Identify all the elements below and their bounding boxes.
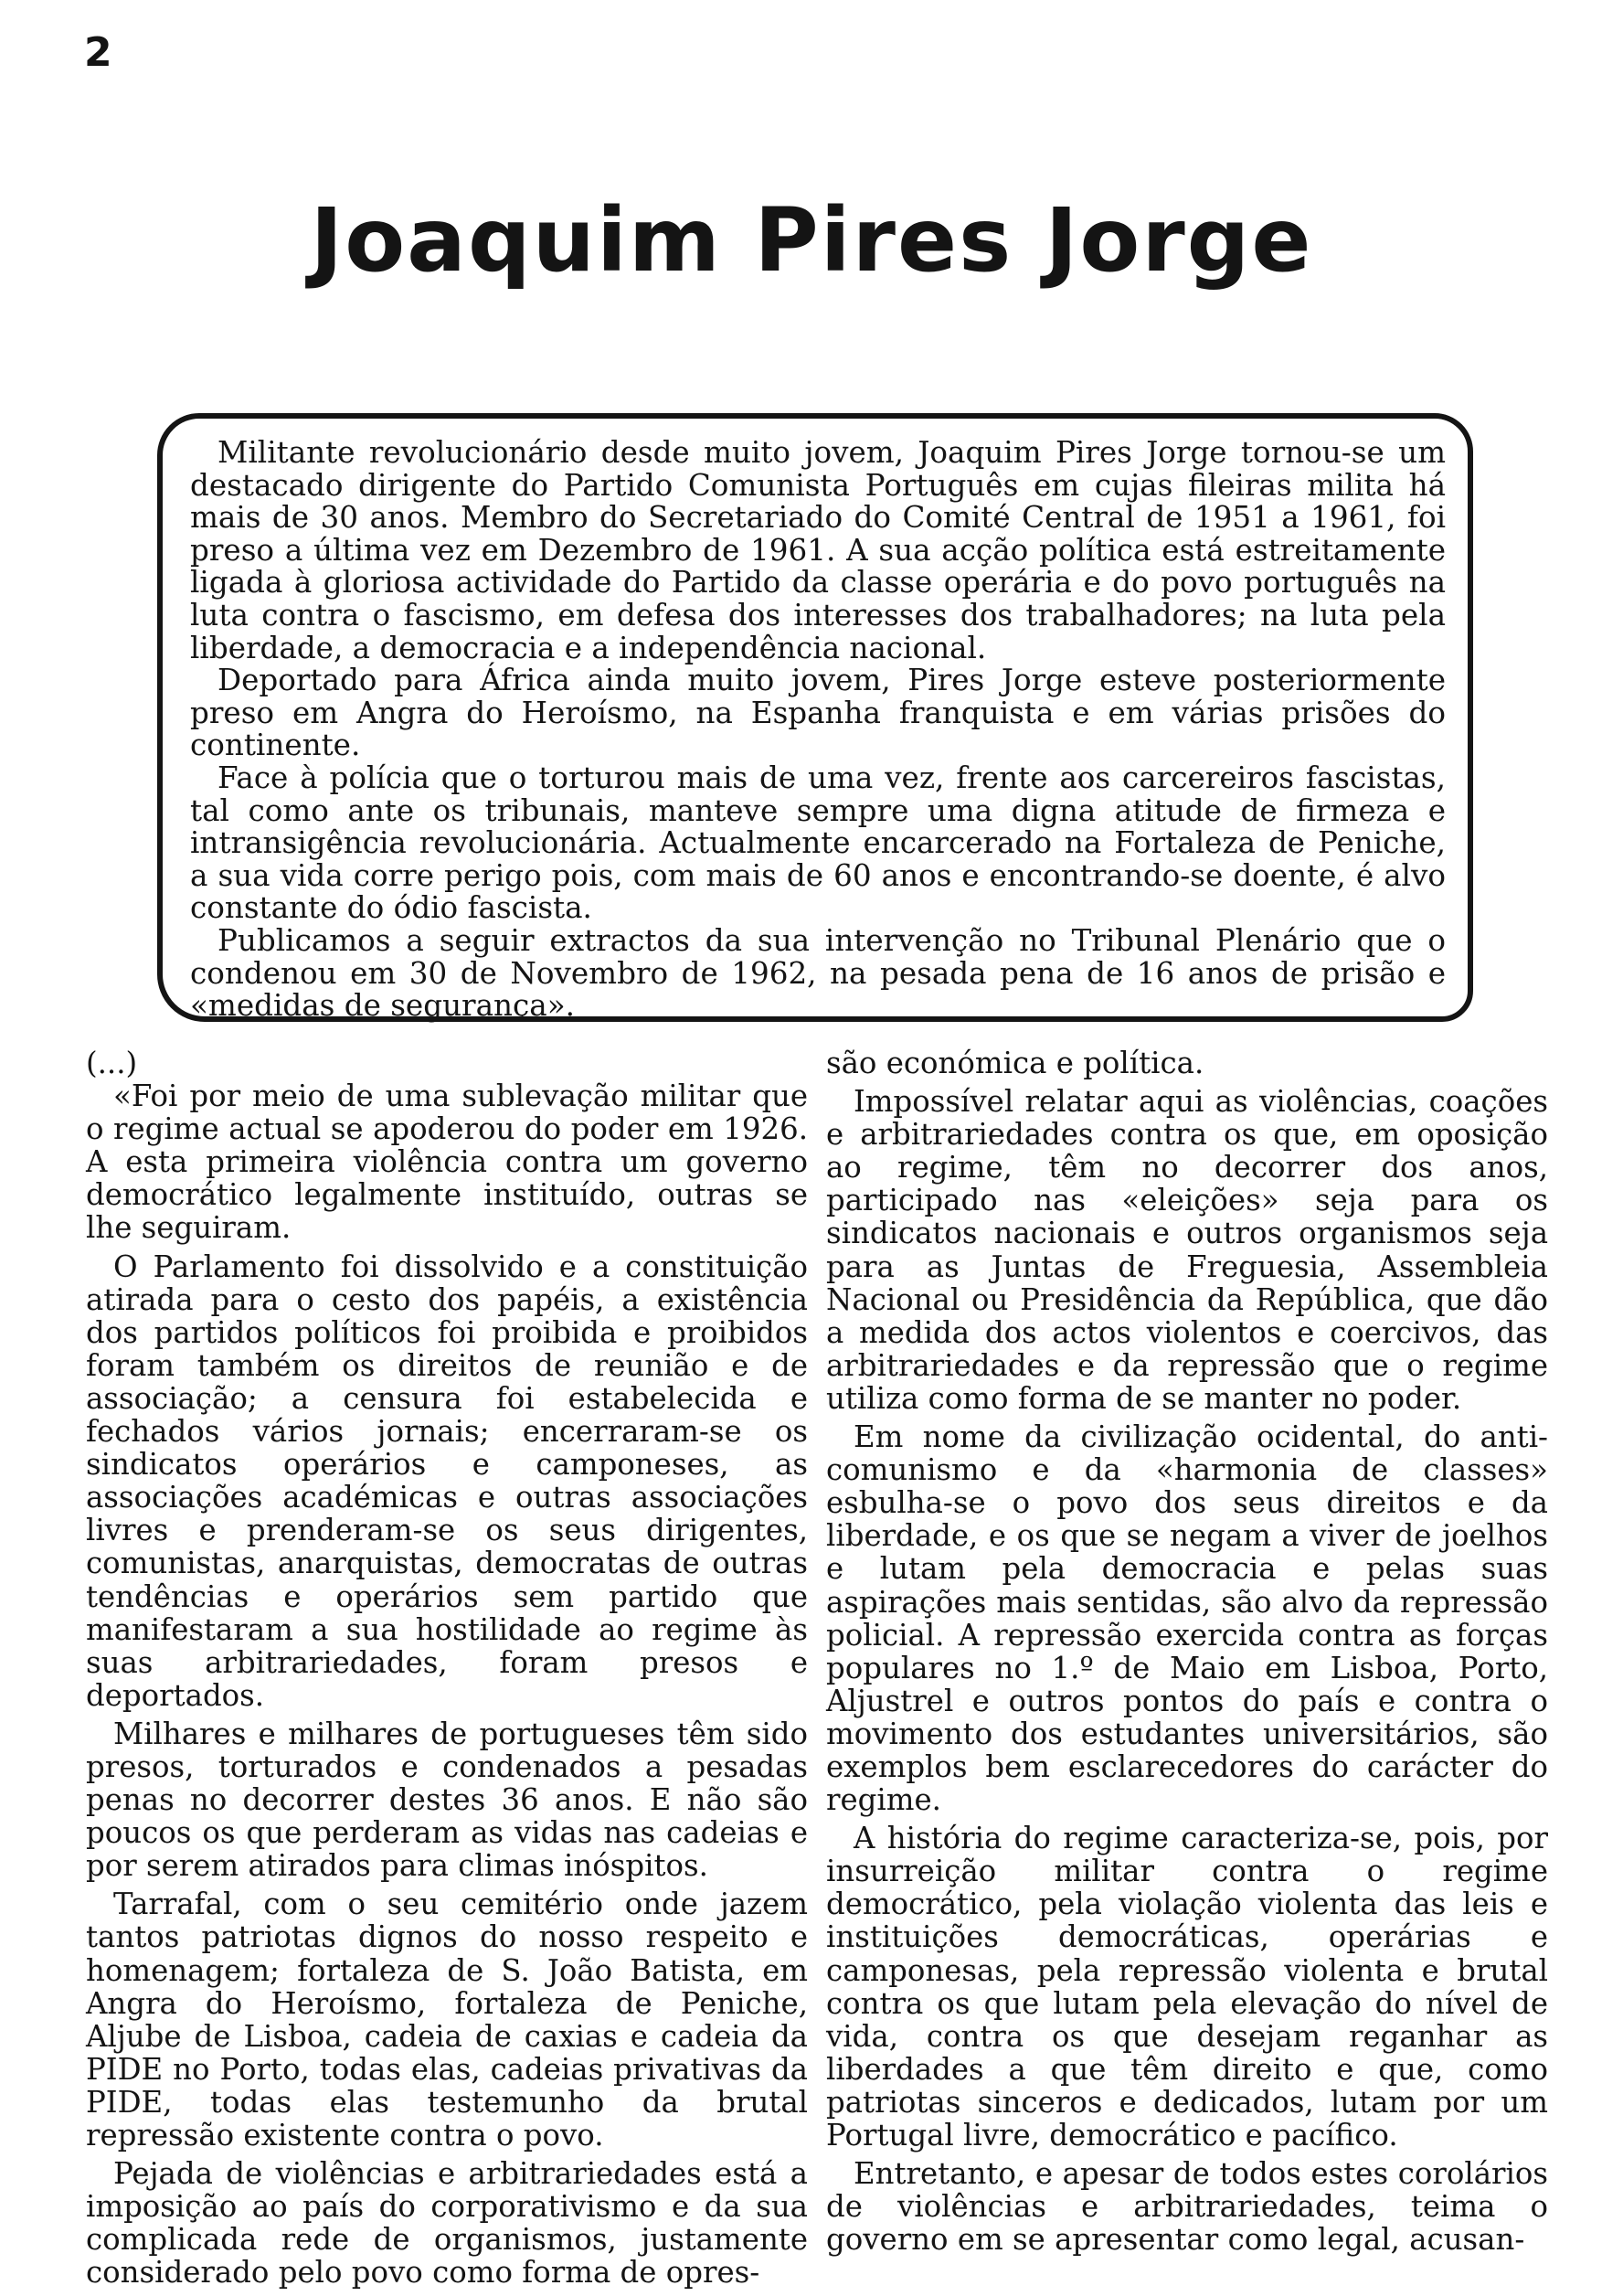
body-paragraph: Entretanto, e apesar de todos estes corolários de violências e arbitrariedades, teima o governo em se apresentar como legal, acusan- xyxy=(826,2156,1548,2258)
body-paragraph: Em nome da civilização ocidental, do anti-comunismo e da «harmonia de classes» esbulha-se o povo dos seus direitos e da liberdade, e os que se negam a viver de joelhos e lutam pela democracia e pelas suas aspirações mais sentidas, são alvo da repressão policial. A repressão exercida contra as forças populares no 1.º de Maio em Lisboa, Porto, Aljustrel e outros pontos do país e contra o movimento dos estudantes universitários, são exemplos bem esclarecedores do carácter do regime. xyxy=(826,1419,1548,1818)
intro-paragraph: Face à polícia que o torturou mais de uma vez, frente aos carcereiros fascistas, tal como ante os tribunais, manteve sempre uma digna atitude de firmeza e intransigência revolucionária. Actualmente encarcerado na Fortaleza de Peniche, a sua vida corre perigo pois, com mais de 60 anos e encontrando-se doente, é alvo constante do ódio fascista. xyxy=(190,760,1446,926)
body-paragraph: A história do regime caracteriza-se, pois, por insurreição militar contra o regime democrático, pela violação violenta das leis e instituições democráticas, operárias e camponesas, pela repressão violenta e brutal contra os que lutam pela elevação do nível de vida, contra os que desejam reganhar as liberdades a que têm direito e que, como patriotas sinceros e dedicados, lutam por um Portugal livre, democrático e pacífico. xyxy=(826,1821,1548,2152)
article-title: Joaquim Pires Jorge xyxy=(310,189,1313,292)
page-number: 2 xyxy=(84,29,112,76)
body-paragraph: são económica e política. xyxy=(826,1046,1204,1080)
body-paragraph: Impossível relatar aqui as violências, coações e arbitrariedades contra os que, em oposição ao regime, têm no decorrer dos anos, participado nas «eleições» seja para os sindicatos nacionais e outros organismos seja para as Juntas de Freguesia, Assembleia Nacional ou Presidência da República, que dão a medida dos actos violentos e coercivos, das arbitrariedades e da repressão que o regime utiliza como forma de se manter no poder. xyxy=(826,1084,1548,1416)
body-paragraph: O Parlamento foi dissolvido e a constituição atirada para o cesto dos papéis, a existência dos partidos políticos foi proibida e proibidos foram também os direitos de reunião e de associação; a censura foi estabelecida e fechados vários jornais; encerraram-se os sindicatos operários e camponeses, as associações académicas e outras associações livres e prenderam-se os seus dirigentes, comunistas, anarquistas, democratas de outras tendências e operários sem partido que manifestaram a sua hostilidade ao regime às suas arbitrariedades, foram presos e deportados. xyxy=(86,1249,808,1713)
body-paragraph: Pejada de violências e arbitrariedades está a imposição ao país do corporativismo e da sua complicada rede de organismos, justamente considerado pelo povo como forma de opres- xyxy=(86,2156,808,2291)
body-paragraph: Milhares e milhares de portugueses têm sido presos, torturados e condenados a pesadas penas no decorrer destes 36 anos. E não são poucos os que perderam as vidas nas cadeias e por serem atirados para climas inóspitos. xyxy=(86,1716,808,1884)
intro-paragraph: Deportado para África ainda muito jovem, Pires Jorge esteve posteriormente preso em Angra do Heroísmo, na Espanha franquista e em várias prisões do continente. xyxy=(190,663,1446,763)
ellipsis-marker: (...) xyxy=(86,1046,138,1080)
body-paragraph: «Foi por meio de uma sublevação militar que o regime actual se apoderou do poder em 1926. A esta primeira violência contra um governo democrático legalmente instituído, outras se lhe seguiram. xyxy=(86,1079,808,1246)
intro-paragraph: Publicamos a seguir extractos da sua intervenção no Tribunal Plenário que o condenou em 30 de Novembro de 1962, na pesada pena de 16 anos de prisão e «medidas de segurança». xyxy=(190,922,1446,1024)
intro-paragraph: Militante revolucionário desde muito jovem, Joaquim Pires Jorge tornou-se um destacado dirigente do Partido Comunista Português em cujas fileiras milita há mais de 30 anos. Membro do Secretariado do Comité Central de 1951 a 1961, foi preso a última vez em Dezembro de 1961. A sua acção política está estreitamente ligada à gloriosa actividade do Partido da classe operária e do povo português na luta contra o fascismo, em defesa dos interesses dos trabalhadores; na luta pela liberdade, a democracia e a independência nacional. xyxy=(190,435,1446,665)
intro-box xyxy=(157,413,1473,1022)
left-column xyxy=(86,1047,808,2294)
body-paragraph: Tarrafal, com o seu cemitério onde jazem tantos patriotas dignos do nosso respeito e homenagem; fortaleza de S. João Batista, em Angra do Heroísmo, fortaleza de Peniche, Aljube de Lisboa, cadeia de caxias e cadeia da PIDE no Porto, todas elas, cadeias privativas da PIDE, todas elas testemunho da brutal repressão existente contra o povo. xyxy=(86,1887,808,2152)
right-column xyxy=(826,1047,1548,2261)
